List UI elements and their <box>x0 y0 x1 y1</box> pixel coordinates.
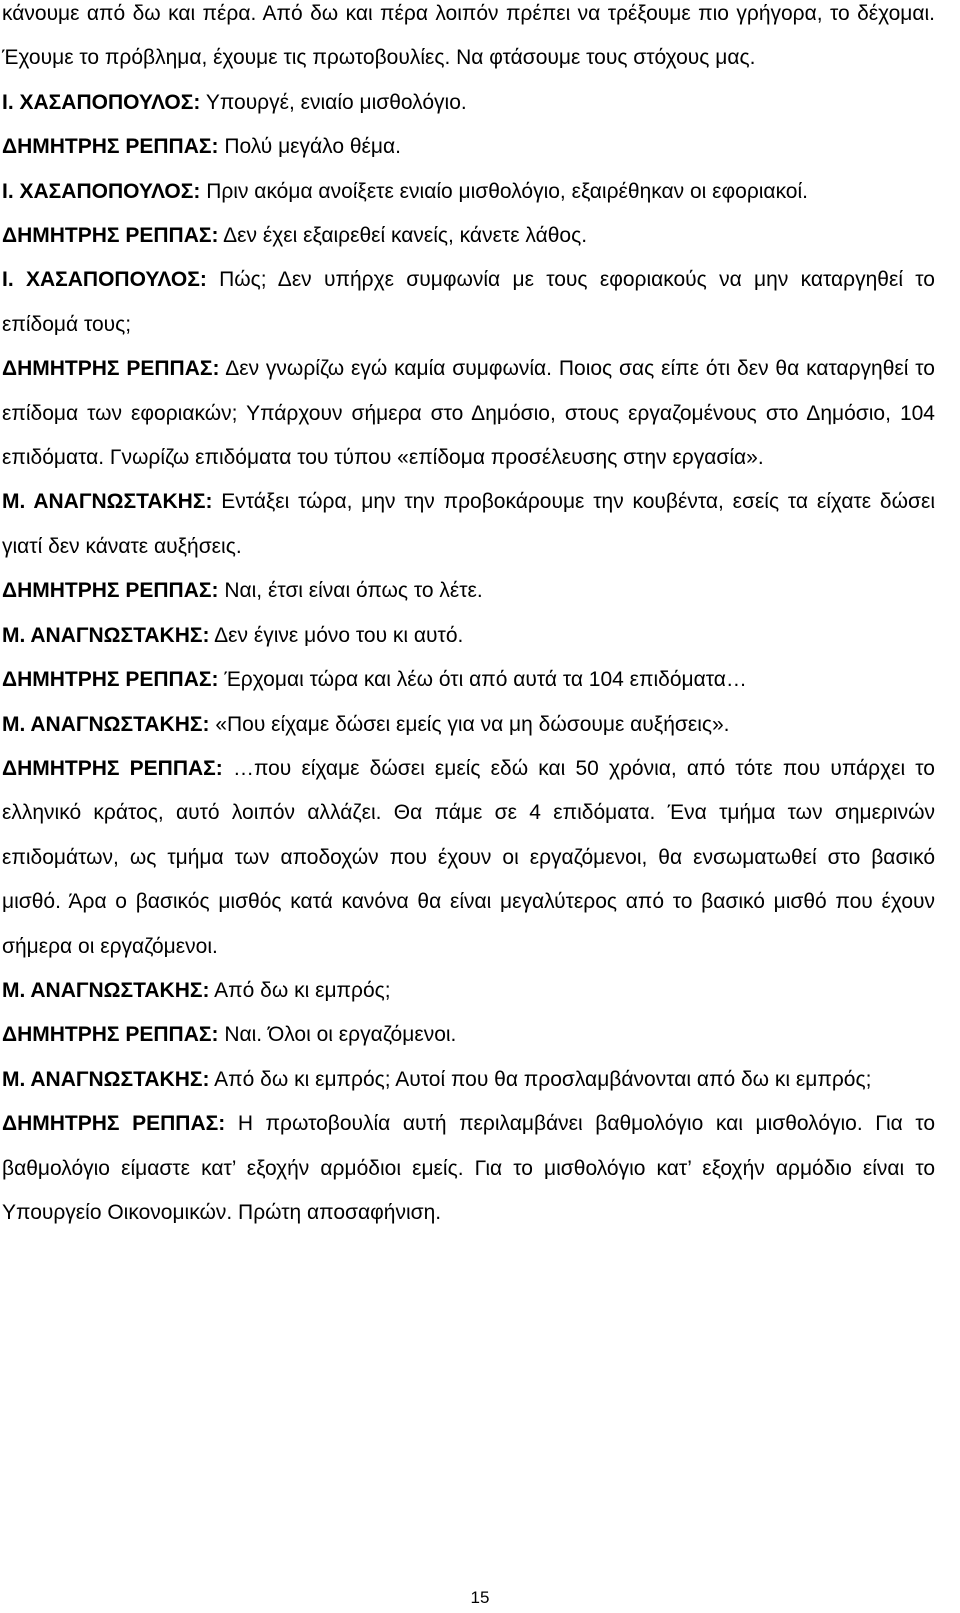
paragraph <box>2 1058 935 1102</box>
speaker-name: ΔΗΜΗΤΡΗΣ ΡΕΠΠΑΣ: <box>2 135 219 159</box>
paragraph-text: Πώς; Δεν υπήρχε συμφωνία με τους εφοριακούς να μην καταργηθεί το επίδομά τους; <box>2 268 935 336</box>
paragraph-text: Η πρωτοβουλία αυτή περιλαμβάνει βαθμολόγιο και μισθολόγιο. Για το βαθμολόγιο είμαστε κατ’ εξοχήν αρμόδιοι εμείς. Για το μισθολόγιο κατ’ εξοχήν αρμόδιο είναι το Υπουργείο Οικονομικών. Πρώτη αποσαφήνιση. <box>2 1112 936 1224</box>
paragraph <box>2 569 935 613</box>
paragraph-text: κάνουμε από δω και πέρα. Από δω και πέρα λοιπόν πρέπει να τρέξουμε πιο γρήγορα, το δέχομαι. Έχουμε το πρόβλημα, έχουμε τις πρωτοβουλίες. Να φτάσουμε τους στόχους μας. <box>2 2 935 70</box>
paragraph <box>2 747 935 969</box>
speaker-name: Μ. ΑΝΑΓΝΩΣΤΑΚΗΣ: <box>2 1067 210 1091</box>
paragraph-text: «Που είχαμε δώσει εμείς για να μη δώσουμε αυξήσεις». <box>215 712 730 736</box>
speaker-name: Ι. ΧΑΣΑΠΟΠΟΥΛΟΣ: <box>2 268 207 292</box>
speaker-name: ΔΗΜΗΤΡΗΣ ΡΕΠΠΑΣ: <box>2 668 219 692</box>
paragraph-text: Δεν έχει εξαιρεθεί κανείς, κάνετε λάθος. <box>223 224 588 248</box>
paragraph-text: Πριν ακόμα ανοίξετε ενιαίο μισθολόγιο, εξαιρέθηκαν οι εφοριακοί. <box>206 179 808 203</box>
paragraph <box>2 125 935 169</box>
speaker-name: ΔΗΜΗΤΡΗΣ ΡΕΠΠΑΣ: <box>2 1023 219 1047</box>
paragraph-text: Δεν έγινε μόνο του κι αυτό. <box>214 623 464 647</box>
paragraph-text: Από δω κι εμπρός; Αυτοί που θα προσλαμβάνονται από δω κι εμπρός; <box>214 1067 872 1091</box>
paragraph <box>2 214 935 258</box>
paragraph <box>2 480 935 569</box>
speaker-name: Ι. ΧΑΣΑΠΟΠΟΥΛΟΣ: <box>2 90 201 114</box>
paragraph <box>2 703 935 747</box>
paragraph <box>2 658 935 702</box>
paragraph <box>2 347 935 480</box>
page-number: 15 <box>470 1588 490 1607</box>
paragraph <box>2 969 935 1013</box>
paragraph-text: Από δω κι εμπρός; <box>214 978 391 1002</box>
paragraph-text: Ναι. Όλοι οι εργαζόμενοι. <box>224 1023 457 1047</box>
paragraph-text: Ναι, έτσι είναι όπως το λέτε. <box>224 579 483 603</box>
speaker-name: Μ. ΑΝΑΓΝΩΣΤΑΚΗΣ: <box>2 623 210 647</box>
paragraph-text: Δεν γνωρίζω εγώ καμία συμφωνία. Ποιος σας είπε ότι δεν θα καταργηθεί το επίδομα των εφοριακών; Υπάρχουν σήμερα στο Δημόσιο, στους εργαζομένους στο Δημόσιο, 104 επιδόματα. Γνωρίζω επιδόματα του τύπου «επίδομα προσέλευσης στην εργασία». <box>2 357 935 470</box>
speaker-name: Μ. ΑΝΑΓΝΩΣΤΑΚΗΣ: <box>2 978 210 1002</box>
paragraph <box>2 81 935 125</box>
paragraph <box>2 614 935 658</box>
paragraph <box>2 258 935 347</box>
speaker-name: ΔΗΜΗΤΡΗΣ ΡΕΠΠΑΣ: <box>2 357 220 381</box>
transcript-body <box>2 0 935 1235</box>
paragraph-text: Πολύ μεγάλο θέμα. <box>224 135 401 159</box>
speaker-name: ΔΗΜΗΤΡΗΣ ΡΕΠΠΑΣ: <box>2 579 219 603</box>
paragraph-text: Εντάξει τώρα, μην την προβοκάρουμε την κουβέντα, εσείς τα είχατε δώσει γιατί δεν κάνατε αυξήσεις. <box>2 490 935 558</box>
speaker-name: ΔΗΜΗΤΡΗΣ ΡΕΠΠΑΣ: <box>2 1112 226 1136</box>
speaker-name: Μ. ΑΝΑΓΝΩΣΤΑΚΗΣ: <box>2 712 210 736</box>
speaker-name: Ι. ΧΑΣΑΠΟΠΟΥΛΟΣ: <box>2 179 201 203</box>
speaker-name: ΔΗΜΗΤΡΗΣ ΡΕΠΠΑΣ: <box>2 756 223 780</box>
speaker-name: ΔΗΜΗΤΡΗΣ ΡΕΠΠΑΣ: <box>2 224 219 248</box>
paragraph-text: Υπουργέ, ενιαίο μισθολόγιο. <box>205 90 467 114</box>
paragraph <box>2 1013 935 1057</box>
speaker-name: Μ. ΑΝΑΓΝΩΣΤΑΚΗΣ: <box>2 490 213 514</box>
paragraph <box>2 0 935 81</box>
paragraph-text: Έρχομαι τώρα και λέω ότι από αυτά τα 104 επιδόματα… <box>224 668 747 692</box>
paragraph <box>2 1102 935 1235</box>
paragraph-text: …που είχαμε δώσει εμείς εδώ και 50 χρόνια, από τότε που υπάρχει το ελληνικό κράτος, αυτό λοιπόν αλλάζει. Θα πάμε σε 4 επιδόματα. Ένα τμήμα των σημερινών επιδομάτων, ως τμήμα των αποδοχών που έχουν οι εργαζόμενοι, θα ενσωματωθεί στο βασικό μισθό. Άρα ο βασικός μισθός κατά κανόνα θα είναι μεγαλύτερος από το βασικό μισθό που έχουν σήμερα οι εργαζόμενοι. <box>2 756 935 958</box>
paragraph <box>2 170 935 214</box>
